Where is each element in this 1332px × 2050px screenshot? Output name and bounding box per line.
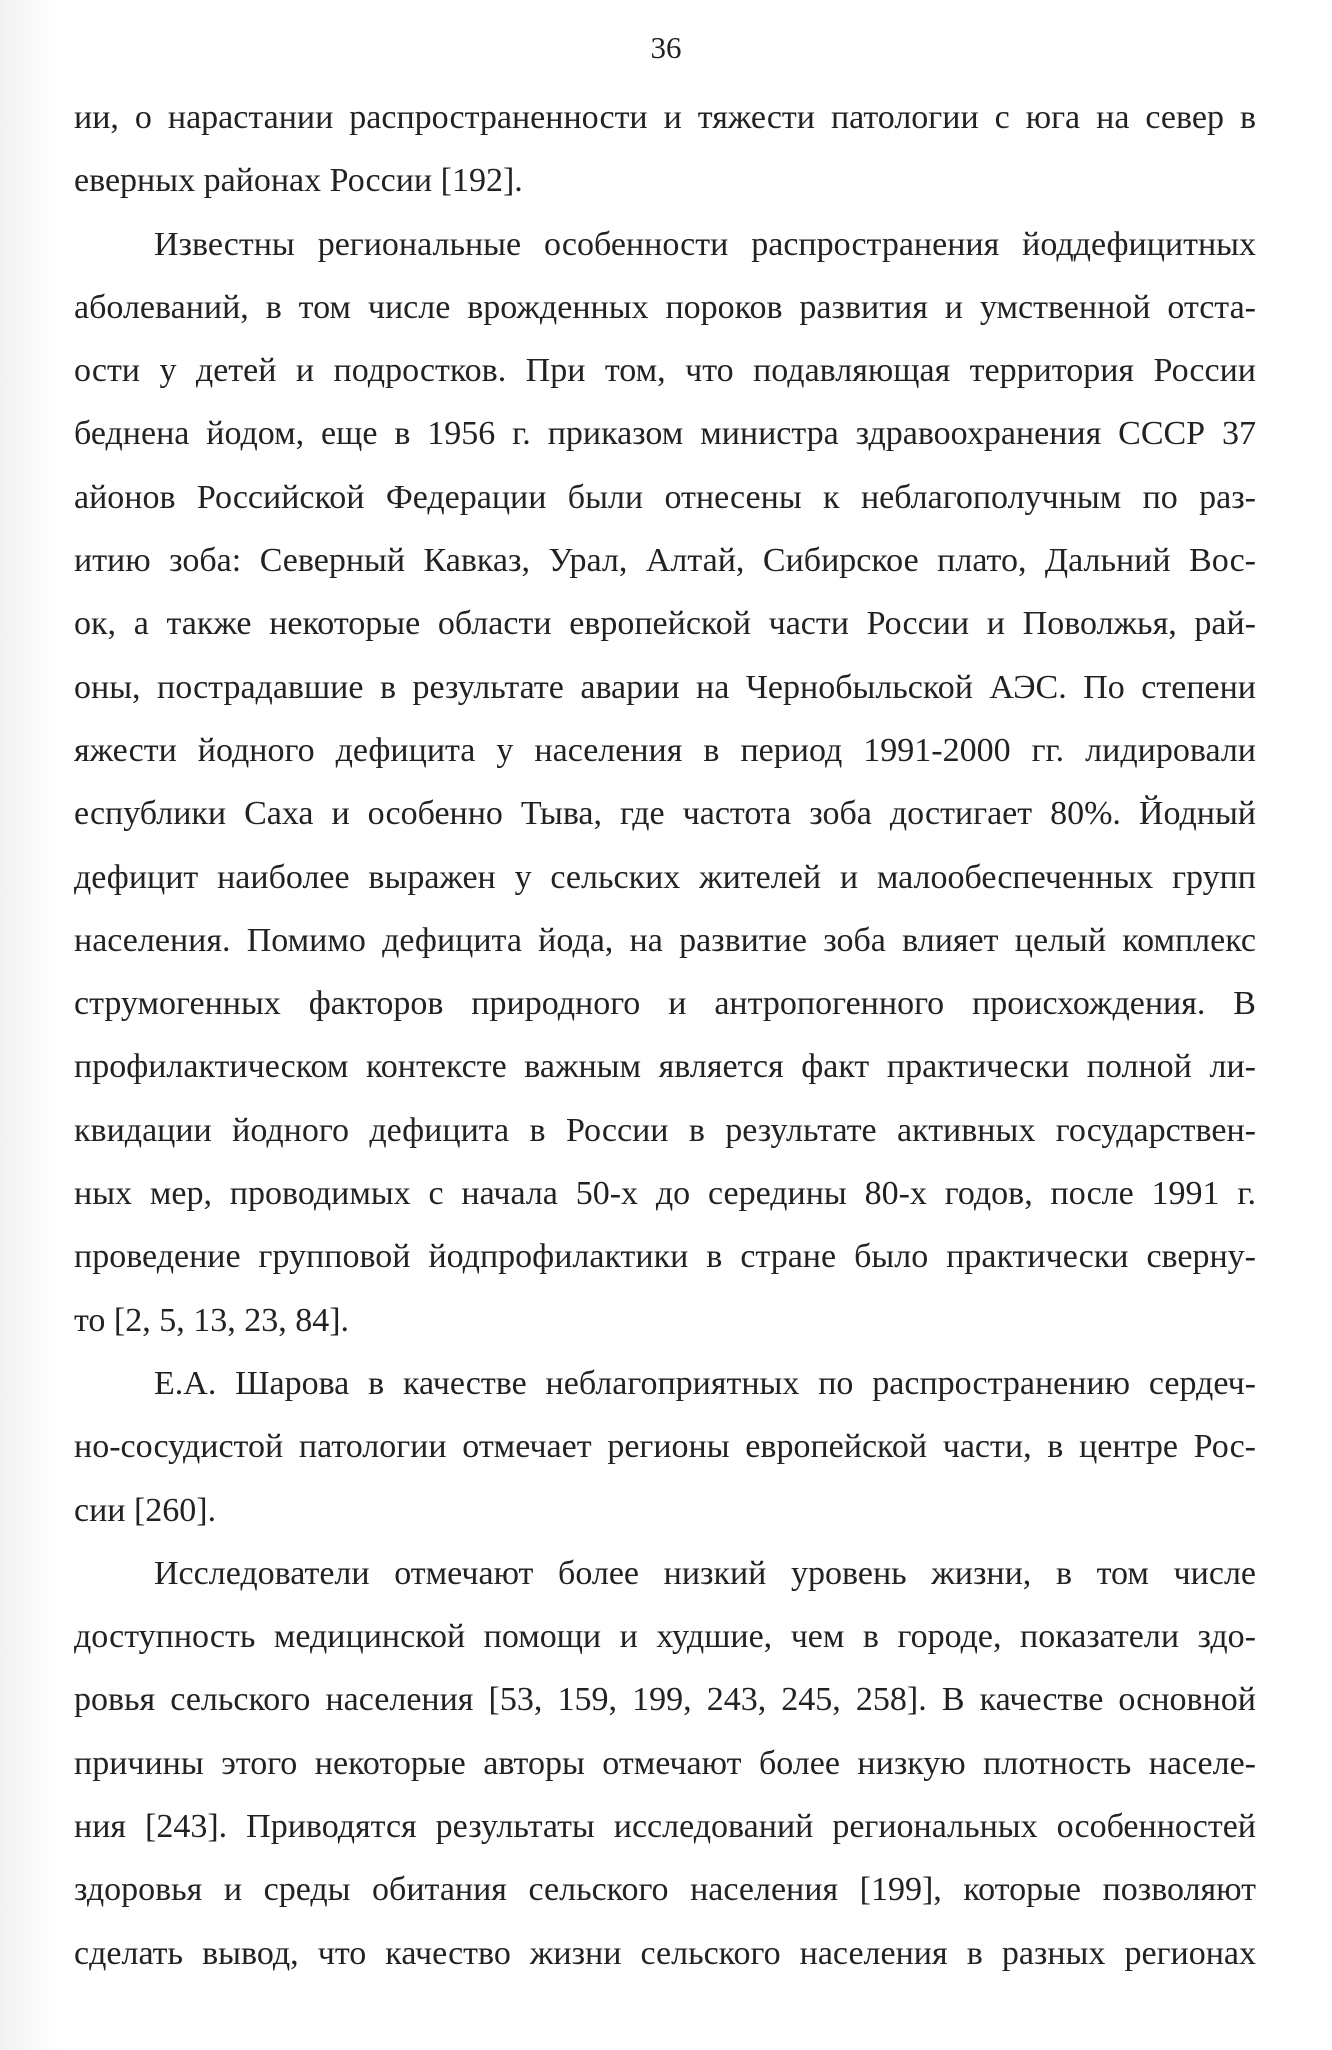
text-line: Исследователи отмечают более низкий уровень жизни, в том числе: [154, 1554, 1256, 1592]
body-text: [74, 86, 1256, 1985]
text-line: дефицит наиболее выражен у сельских жителей и малообеспеченных групп: [74, 858, 1256, 896]
text-line: проведение групповой йодпрофилактики в стране было практически сверну-: [74, 1238, 1256, 1276]
text-line: струмогенных факторов природного и антропогенного происхождения. В: [74, 985, 1256, 1023]
text-line: аболеваний, в том числе врожденных пороков развития и умственной отста-: [74, 288, 1256, 326]
text-line: итию зоба: Северный Кавказ, Урал, Алтай, Сибирское плато, Дальний Вос-: [74, 542, 1256, 580]
text-line: еверных районах России [192].: [74, 162, 523, 200]
text-line: ных мер, проводимых с начала 50-х до середины 80-х годов, после 1991 г.: [74, 1175, 1256, 1213]
text-line: айонов Российской Федерации были отнесены к неблагополучным по раз-: [74, 478, 1256, 516]
text-line: ровья сельского населения [53, 159, 199, 243, 245, 258]. В качестве основной: [74, 1681, 1256, 1719]
text-line: сделать вывод, что качество жизни сельского населения в разных регионах: [74, 1934, 1256, 1972]
text-line: Известны региональные особенности распространения йоддефицитных: [154, 225, 1256, 263]
text-line: профилактическом контексте важным является факт практически полной ли-: [74, 1048, 1256, 1086]
text-line: ния [243]. Приводятся результаты исследований региональных особенностей: [74, 1808, 1256, 1846]
text-line: сии [260].: [74, 1491, 217, 1529]
scan-edge-shadow: [0, 0, 60, 2050]
text-line: квидации йодного дефицита в России в результате активных государствен-: [74, 1111, 1256, 1149]
text-line: яжести йодного дефицита у населения в период 1991-2000 гг. лидировали: [74, 731, 1256, 769]
page-number: 36: [650, 30, 682, 65]
text-line: то [2, 5, 13, 23, 84].: [74, 1301, 350, 1339]
text-line: населения. Помимо дефицита йода, на развитие зоба влияет целый комплекс: [74, 921, 1256, 959]
text-line: беднена йодом, еще в 1956 г. приказом министра здравоохранения СССР 37: [74, 415, 1256, 453]
text-line: здоровья и среды обитания сельского населения [199], которые позволяют: [74, 1871, 1256, 1909]
text-line: Е.А. Шарова в качестве неблагоприятных по распространению сердеч-: [154, 1364, 1256, 1402]
text-line: ок, а также некоторые области европейской части России и Поволжья, рай-: [74, 605, 1256, 643]
text-line: причины этого некоторые авторы отмечают более низкую плотность населе-: [74, 1744, 1256, 1782]
text-line: еспублики Саха и особенно Тыва, где частота зоба достигает 80%. Йодный: [74, 795, 1256, 833]
text-line: но-сосудистой патологии отмечает регионы европейской части, в центре Рос-: [74, 1428, 1256, 1466]
text-line: оны, пострадавшие в результате аварии на Чернобыльской АЭС. По степени: [74, 668, 1256, 706]
text-line: ости у детей и подростков. При том, что подавляющая территория России: [74, 352, 1256, 390]
text-line: ии, о нарастании распространенности и тяжести патологии с юга на север в: [74, 99, 1256, 136]
text-line: доступность медицинской помощи и худшие, чем в городе, показатели здо-: [74, 1618, 1256, 1656]
